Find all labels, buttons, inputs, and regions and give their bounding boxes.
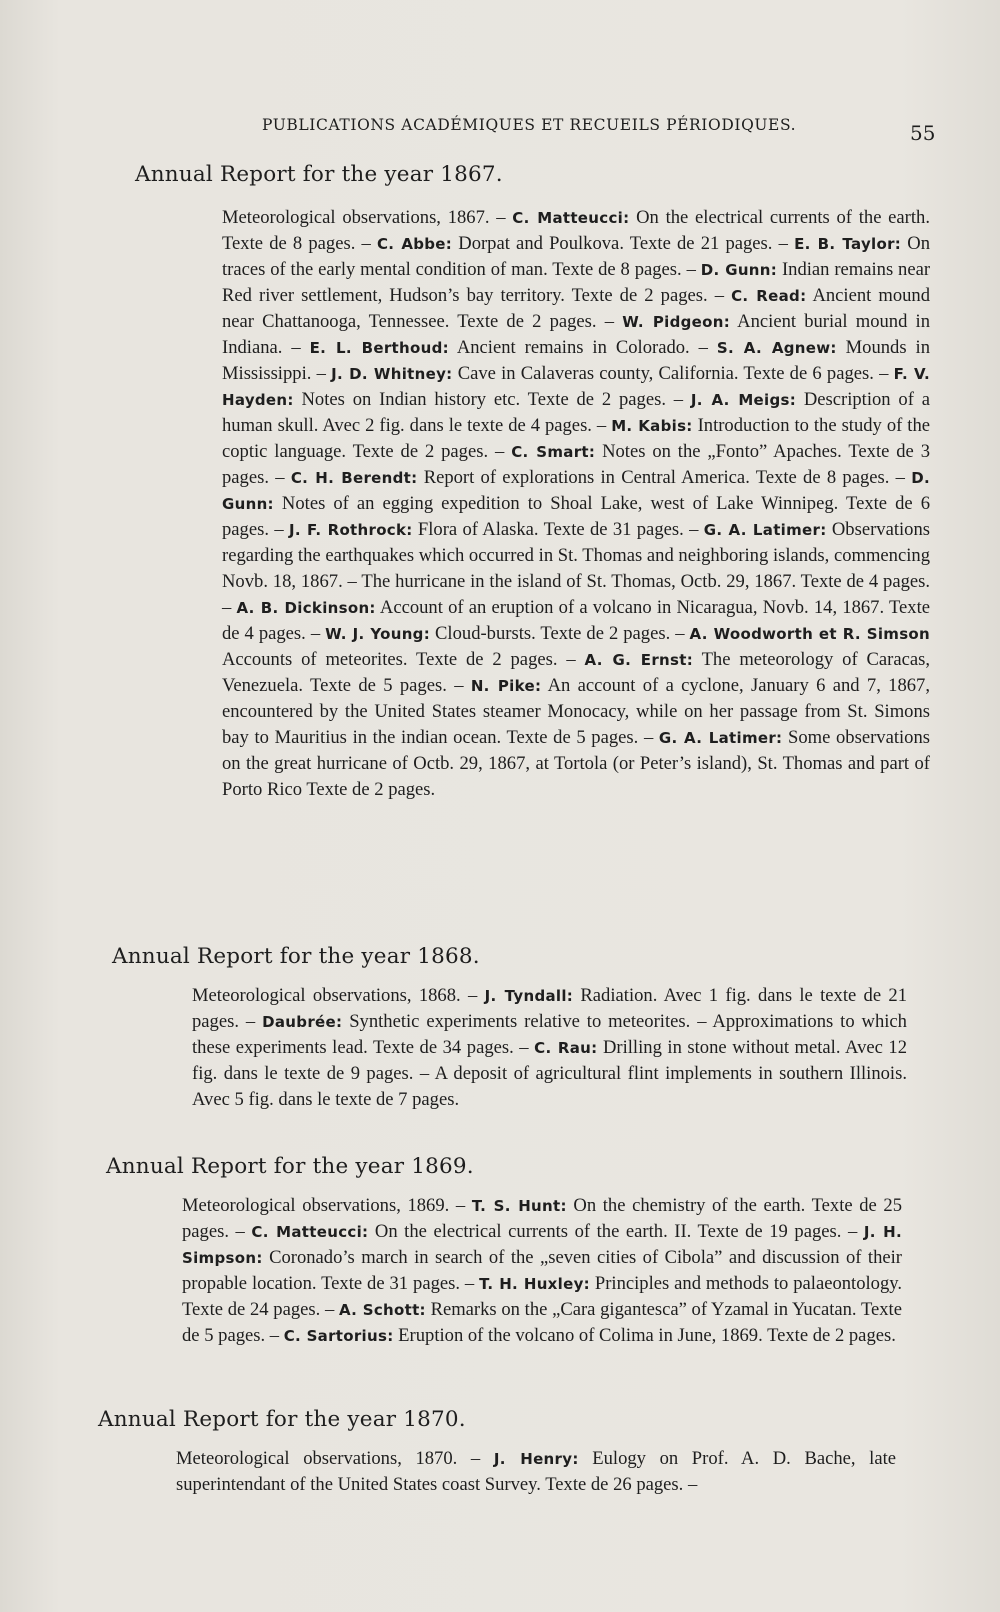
entry-author: G. A. Latimer: bbox=[658, 729, 783, 747]
separator-dash: – bbox=[460, 985, 485, 1006]
separator-dash: – bbox=[591, 415, 612, 436]
entry-text: Meteorological observations, 1869. bbox=[182, 1195, 450, 1216]
page-header bbox=[262, 116, 962, 145]
separator-dash: – bbox=[841, 1221, 864, 1242]
entry-text: Accounts of meteorites. Texte de 2 pages. bbox=[222, 649, 558, 670]
entry-text: Coronado’s march in search of the „seven cities of Cibola” and discussion of their propable location. Texte de 31 pages. bbox=[182, 1247, 902, 1294]
entry-text: Synthetic experiments relative to meteorites. bbox=[349, 1011, 691, 1032]
separator-dash: – bbox=[596, 311, 623, 332]
separator-dash: – bbox=[707, 285, 732, 306]
entry-text: Some observations on the great hurricane of Octb. 29, 1867, at Tortola (or Peter’s island), St. Thomas and part of Porto Rico Texte de 2 pages. bbox=[222, 727, 930, 800]
entry-author: C. Matteucci: bbox=[251, 1223, 369, 1241]
bibliography-entry bbox=[182, 1195, 449, 1216]
separator-dash: – bbox=[681, 259, 701, 280]
entry-text: Cave in Calaveras county, California. Texte de 6 pages. bbox=[457, 363, 874, 384]
entry-author: M. Kabis: bbox=[611, 417, 693, 435]
section-1867 bbox=[135, 162, 930, 803]
page-number: 55 bbox=[910, 121, 936, 145]
section-body bbox=[192, 983, 907, 1113]
separator-dash: – bbox=[355, 233, 377, 254]
entry-author: C. Rau: bbox=[534, 1039, 598, 1057]
section-1869 bbox=[106, 1154, 902, 1349]
entry-text: The meteorology of Caracas, Venezuela. Texte de 5 pages. bbox=[222, 649, 931, 696]
entry-text: Indian remains near Red river settlement, Hudson’s bay territory. Texte de 2 pages. bbox=[222, 259, 931, 306]
entry-author: D. Gunn: bbox=[700, 261, 778, 279]
entry-text: Notes on Indian history etc. Texte de 2 pages. bbox=[301, 389, 666, 410]
separator-dash: – bbox=[889, 467, 912, 488]
entry-author: D. Gunn: bbox=[222, 469, 930, 513]
separator-dash: – bbox=[513, 1037, 535, 1058]
entry-text: Principles and methods to palaeontology. Texte de 24 pages. bbox=[182, 1273, 903, 1320]
entry-author: F. V. Hayden: bbox=[222, 365, 931, 409]
separator-dash: – bbox=[446, 675, 471, 696]
entry-text: Meteorological observations, 1867. bbox=[222, 207, 490, 228]
entry-author: J. Tyndall: bbox=[484, 987, 574, 1005]
entry-author: C. Matteucci: bbox=[512, 209, 630, 227]
entry-author: C. Smart: bbox=[511, 443, 596, 461]
bibliography-entry bbox=[310, 337, 690, 358]
separator-dash: – bbox=[282, 337, 310, 358]
bibliography-entry bbox=[361, 571, 930, 592]
entry-text: A deposit of agricultural flint implements in southern Illinois. Avec 5 fig. dans le texte de 7 pages. bbox=[192, 1063, 907, 1110]
bibliography-entry bbox=[262, 1011, 690, 1032]
separator-dash: – bbox=[638, 727, 659, 748]
separator-dash: – bbox=[670, 623, 690, 644]
bibliography-entry bbox=[325, 623, 670, 644]
entry-author: J. D. Whitney: bbox=[331, 365, 453, 383]
entry-text: Eruption of the volcano of Colima in June, 1869. Texte de 2 pages. bbox=[398, 1325, 896, 1346]
separator-dash: – bbox=[320, 1299, 339, 1320]
entry-text: Cloud-bursts. Texte de 2 pages. bbox=[435, 623, 671, 644]
separator-dash: – bbox=[557, 649, 585, 670]
separator-dash: – bbox=[311, 363, 332, 384]
bibliography-entry bbox=[176, 1448, 457, 1469]
entry-text: Report of explorations in Central America. Texte de 8 pages. bbox=[423, 467, 890, 488]
entry-text: On the chemistry of the earth. Texte de 25 pages. bbox=[182, 1195, 903, 1242]
entry-text: Ancient mound near Chattanooga, Tennessee. Texte de 2 pages. bbox=[222, 285, 931, 332]
section-heading: Annual Report for the year 1867. bbox=[135, 162, 503, 187]
separator-dash: – bbox=[238, 1011, 263, 1032]
bibliography-entry bbox=[377, 233, 772, 254]
section-heading: Annual Report for the year 1868. bbox=[112, 944, 480, 969]
entry-author: W. J. Young: bbox=[325, 625, 431, 643]
bibliography-entry bbox=[331, 363, 874, 384]
entry-text: Account of an eruption of a volcano in Nicaragua, Novb. 14, 1867. Texte de 4 pages. bbox=[222, 597, 930, 644]
section-heading: Annual Report for the year 1870. bbox=[98, 1407, 466, 1432]
entry-text: Remarks on the „Cara gigantesca” of Yzamal in Yucatan. Texte de 5 pages. bbox=[182, 1299, 902, 1346]
separator-dash: – bbox=[689, 337, 717, 358]
entry-text: An account of a cyclone, January 6 and 7, 1867, encountered by the United States steamer Monocacy, while on her passage from St. Simons bay to Mauritius in the indian ocean. Texte de 5 pages. bbox=[222, 675, 931, 748]
entry-text: Drilling in stone without metal. Avec 12 fig. dans le texte de 9 pages. bbox=[192, 1037, 908, 1084]
entry-author: C. Sartorius: bbox=[283, 1327, 394, 1345]
entry-author: J. Henry: bbox=[493, 1450, 579, 1468]
entry-author: Daubrée: bbox=[262, 1013, 343, 1031]
entry-text: On the electrical currents of the earth. II. Texte de 19 pages. bbox=[374, 1221, 842, 1242]
entry-author: T. H. Huxley: bbox=[479, 1275, 590, 1293]
entry-author: C. H. Berendt: bbox=[290, 469, 418, 487]
entry-text: Mounds in Mississippi. bbox=[222, 337, 930, 384]
entry-author: E. L. Berthoud: bbox=[309, 339, 449, 357]
separator-dash: – bbox=[449, 1195, 472, 1216]
bibliography-entry bbox=[291, 467, 890, 488]
entry-text: On the electrical currents of the earth. Texte de 8 pages. bbox=[222, 207, 930, 254]
entry-author: E. B. Taylor: bbox=[794, 235, 902, 253]
entry-author: C. Read: bbox=[731, 287, 807, 305]
entry-text: Eulogy on Prof. A. D. Bache, late superintendant of the United States coast Survey. Texte de 26 pages. – bbox=[176, 1448, 897, 1495]
entry-text: Ancient burial mound in Indiana. bbox=[222, 311, 931, 358]
entry-text: Flora of Alaska. Texte de 31 pages. bbox=[417, 519, 684, 540]
entry-author: C. Abbe: bbox=[376, 235, 453, 253]
entry-text: Meteorological observations, 1868. bbox=[192, 985, 461, 1006]
separator-dash: – bbox=[305, 623, 326, 644]
section-body bbox=[176, 1446, 896, 1498]
separator-dash: – bbox=[268, 467, 291, 488]
separator-dash: – bbox=[488, 441, 512, 462]
entry-text: Approximations to which these experiments lead. Texte de 34 pages. bbox=[192, 1011, 907, 1058]
entry-text: Ancient remains in Colorado. bbox=[456, 337, 690, 358]
entry-text: Dorpat and Poulkova. Texte de 21 pages. bbox=[458, 233, 773, 254]
separator-dash: – bbox=[690, 1011, 713, 1032]
separator-dash: – bbox=[228, 1221, 252, 1242]
separator-dash: – bbox=[460, 1273, 480, 1294]
entry-text: The hurricane in the island of St. Thomas, Octb. 29, 1867. Texte de 4 pages. bbox=[361, 571, 931, 592]
separator-dash: – bbox=[873, 363, 894, 384]
entry-author: A. G. Ernst: bbox=[584, 651, 694, 669]
entry-author: A. Woodworth et R. Simson bbox=[689, 625, 931, 643]
entry-text: Description of a human skull. Avec 2 fig. dans le texte de 4 pages. bbox=[222, 389, 930, 436]
entry-author: N. Pike: bbox=[470, 677, 542, 695]
entry-text: Notes of an egging expedition to Shoal Lake, west of Lake Winnipeg. Texte de 6 pages. bbox=[222, 493, 930, 540]
running-title: PUBLICATIONS ACADÉMIQUES ET RECUEILS PÉRIODIQUES. bbox=[262, 116, 797, 134]
entry-author: A. B. Dickinson: bbox=[236, 599, 376, 617]
bibliography-entry bbox=[289, 519, 684, 540]
bibliography-entry bbox=[222, 207, 490, 228]
bibliography-entry bbox=[251, 1221, 841, 1242]
entry-author: T. S. Hunt: bbox=[471, 1197, 567, 1215]
separator-dash: – bbox=[222, 597, 237, 618]
section-heading: Annual Report for the year 1869. bbox=[106, 1154, 474, 1179]
separator-dash: – bbox=[665, 389, 691, 410]
separator-dash: – bbox=[457, 1448, 494, 1469]
separator-dash: – bbox=[268, 519, 289, 540]
entry-author: S. A. Agnew: bbox=[716, 339, 837, 357]
section-1870 bbox=[98, 1407, 896, 1498]
separator-dash: – bbox=[489, 207, 513, 228]
entry-author: J. A. Meigs: bbox=[690, 391, 797, 409]
section-1868 bbox=[112, 944, 907, 1113]
separator-dash: – bbox=[265, 1325, 284, 1346]
entry-author: J. F. Rothrock: bbox=[288, 521, 413, 539]
entry-text: On traces of the early mental condition of man. Texte de 8 pages. bbox=[222, 233, 930, 280]
section-body bbox=[222, 205, 930, 803]
section-body bbox=[182, 1193, 902, 1349]
entry-text: Radiation. Avec 1 fig. dans le texte de 21 pages. bbox=[192, 985, 907, 1032]
entry-author: J. H. Simpson: bbox=[182, 1223, 902, 1267]
bibliography-entry bbox=[284, 1325, 896, 1346]
entry-author: G. A. Latimer: bbox=[703, 521, 827, 539]
bibliography-entry bbox=[192, 985, 461, 1006]
entry-text: Observations regarding the earthquakes which occurred in St. Thomas and neighboring islands, commencing Novb. 18, 1867. bbox=[222, 519, 930, 592]
separator-dash: – bbox=[342, 571, 362, 592]
separator-dash: – bbox=[683, 519, 704, 540]
entry-text: Meteorological observations, 1870. bbox=[176, 1448, 458, 1469]
separator-dash: – bbox=[413, 1063, 435, 1084]
entry-text: Introduction to the study of the coptic language. Texte de 2 pages. bbox=[222, 415, 930, 462]
entry-text: Notes on the „Fonto” Apaches. Texte de 3 pages. bbox=[222, 441, 930, 488]
entry-author: A. Schott: bbox=[338, 1301, 426, 1319]
entry-author: W. Pidgeon: bbox=[622, 313, 731, 331]
separator-dash: – bbox=[772, 233, 795, 254]
